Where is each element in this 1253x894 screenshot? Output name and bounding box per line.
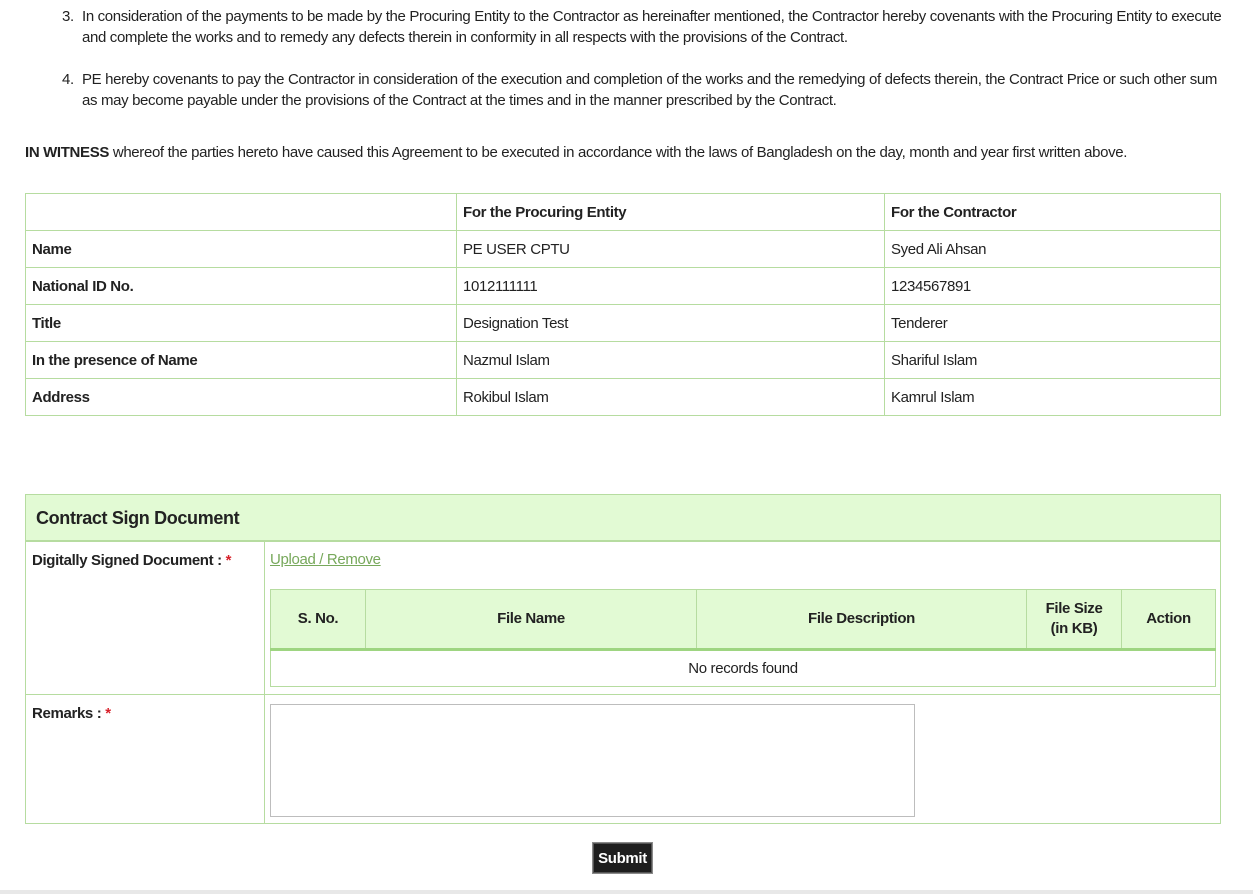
row-label: Address [26,379,457,416]
row-label: National ID No. [26,268,457,305]
col-file-name: File Name [366,590,697,650]
table-row [26,305,1221,342]
pe-value: Nazmul Islam [457,342,885,379]
col-file-size-line2: (in KB) [1050,620,1098,637]
contractor-value: Tenderer [885,305,1221,342]
witness-text: whereof the parties hereto have caused this Agreement to be executed in accordance with the laws of Bangladesh on the day, month and year first written above. [109,144,1128,161]
clause-text: In consideration of the payments to be made by the Procuring Entity to the Contractor as hereinafter mentioned, the Contractor hereby covenants with the Procuring Entity to execute and complete the works and to remedy any defects therein in conformity in all respects with the provisions of the Contract. [82,8,1222,46]
signed-document-label-text: Digitally Signed Document : [32,552,222,569]
contract-sign-panel [25,494,1221,824]
witness-statement [25,143,1235,163]
clause-item [62,6,1225,48]
table-row [26,231,1221,268]
col-file-size [1027,590,1122,650]
header-contractor: For the Contractor [885,194,1221,231]
col-file-size-line1: File Size [1045,600,1103,617]
row-label: Name [26,231,457,268]
parties-table [25,193,1221,416]
clause-text: PE hereby covenants to pay the Contractor in consideration of the execution and completion of the works and the remedying of defects therein, the Contract Price or such other sum as may become payable under the provisions of the Contract at the times and in the manner prescribed by the Contract. [82,71,1218,109]
panel-title: Contract Sign Document [26,495,1220,542]
witness-bold: IN WITNESS [25,144,110,161]
contractor-value: Syed Ali Ahsan [885,231,1221,268]
remarks-label-text: Remarks : [32,705,102,722]
contractor-value: 1234567891 [885,268,1221,305]
submit-button[interactable]: Submit [592,842,653,874]
pe-value: 1012111111 [457,268,885,305]
col-action: Action [1122,590,1216,650]
col-file-description: File Description [697,590,1027,650]
files-header-row [271,590,1216,650]
required-mark: * [225,552,232,569]
table-row [26,379,1221,416]
table-row [271,650,1216,687]
signed-document-label [26,542,265,694]
pe-value: Rokibul Islam [457,379,885,416]
remarks-input[interactable] [270,704,915,817]
contractor-value: Shariful Islam [885,342,1221,379]
row-label: In the presence of Name [26,342,457,379]
clause-number: 3. [62,8,74,25]
files-table [270,589,1216,687]
clause-number: 4. [62,71,74,88]
table-row [26,342,1221,379]
required-mark: * [105,705,111,722]
clause-item [62,69,1225,111]
pe-value: Designation Test [457,305,885,342]
pe-value: PE USER CPTU [457,231,885,268]
remarks-row [26,695,1220,824]
col-sno: S. No. [271,590,366,650]
bottom-divider [0,890,1253,894]
header-cell-empty [26,194,457,231]
table-header-row [26,194,1221,231]
table-row [26,268,1221,305]
signed-document-row [26,542,1220,695]
agreement-clauses [0,6,1225,132]
no-records-message: No records found [271,650,1216,687]
contractor-value: Kamrul Islam [885,379,1221,416]
remarks-label [26,695,265,824]
header-procuring-entity: For the Procuring Entity [457,194,885,231]
row-label: Title [26,305,457,342]
upload-remove-link[interactable]: Upload / Remove [270,551,381,568]
